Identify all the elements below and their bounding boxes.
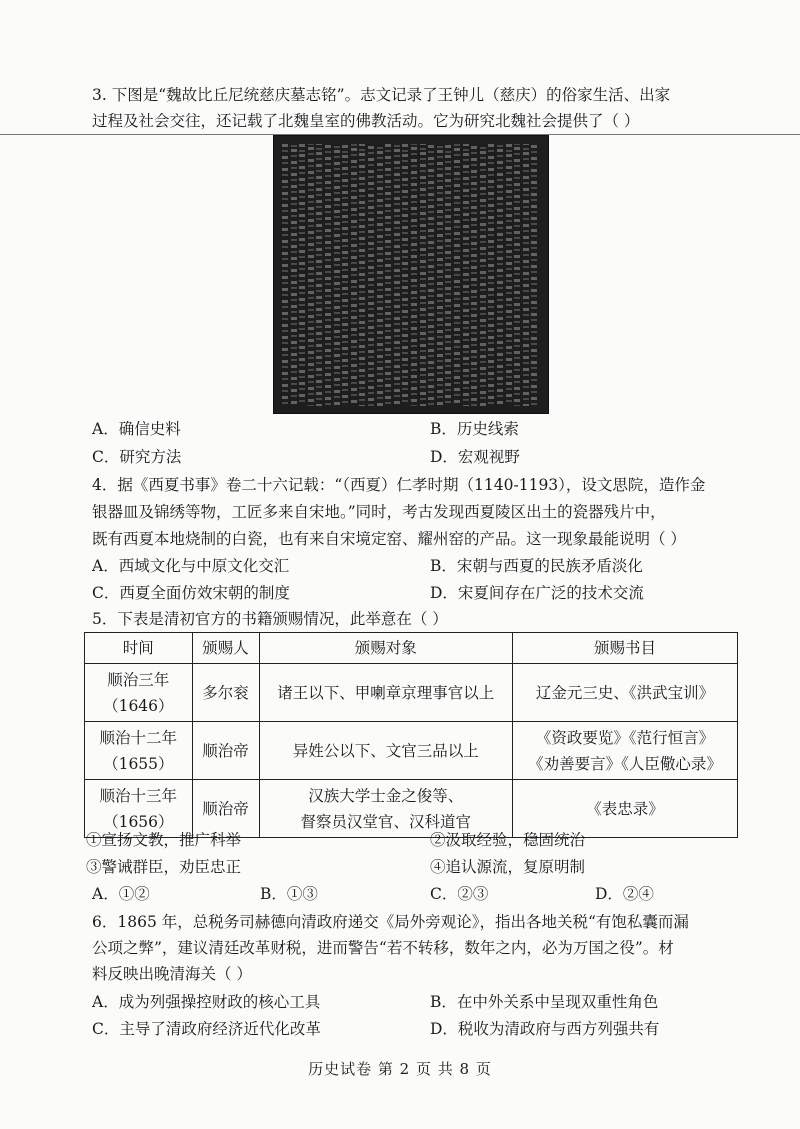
q5-statement-3: ③警诫群臣，劝臣忠正 bbox=[86, 858, 242, 876]
q5-statement-4: ④追认源流，复原明制 bbox=[430, 858, 586, 876]
rubbing-text-column bbox=[411, 144, 417, 406]
rubbing-text-column bbox=[325, 144, 331, 406]
rubbing-text-column bbox=[316, 144, 322, 406]
rubbing-text-column bbox=[308, 144, 314, 406]
book-grant-table bbox=[84, 632, 738, 838]
header-books: 颁赐书目 bbox=[513, 633, 738, 664]
header-giver: 颁赐人 bbox=[192, 633, 259, 664]
rubbing-text-column bbox=[454, 144, 460, 406]
rubbing-text-column bbox=[480, 144, 486, 406]
q6-option-a[interactable]: A．成为列强操控财政的核心工具 bbox=[92, 993, 321, 1011]
cell-ad-year: （1655） bbox=[103, 754, 174, 773]
cell-recipients-line1: 汉族大学士金之俊等、 bbox=[308, 786, 464, 805]
rubbing-text-column bbox=[342, 144, 348, 406]
q5-option-b[interactable]: B．①③ bbox=[260, 885, 318, 903]
q4-option-a[interactable]: A．西域文化与中原文化交汇 bbox=[92, 557, 290, 575]
rubbing-text-column bbox=[299, 144, 305, 406]
q4-stem-line3: 既有西夏本地烧制的白瓷，也有来自宋境定窑、耀州窑的产品。这一现象最能说明（ ） bbox=[92, 530, 686, 548]
cell-giver: 多尔衮 bbox=[192, 664, 259, 722]
rubbing-text-column bbox=[445, 144, 451, 406]
q3-option-c[interactable]: C．研究方法 bbox=[92, 448, 182, 466]
rubbing-text-column bbox=[402, 144, 408, 406]
page-footer: 历史试卷 第 2 页 共 8 页 bbox=[308, 1060, 492, 1078]
rubbing-text-column bbox=[514, 144, 520, 406]
cell-year: 顺治十二年 bbox=[99, 728, 178, 747]
cell-year: 顺治十三年 bbox=[99, 786, 178, 805]
q5-option-d[interactable]: D．②④ bbox=[595, 885, 654, 903]
q4-stem-line1: 4．据《西夏书事》卷二十六记载：“（西夏）仁孝时期（1140-1193），设文思院，造作金 bbox=[92, 476, 706, 494]
rubbing-text-column bbox=[291, 144, 297, 406]
q4-option-c[interactable]: C．西夏全面仿效宋朝的制度 bbox=[92, 584, 290, 602]
q5-statement-1: ①宣扬文教，推广科举 bbox=[86, 831, 242, 849]
rubbing-text-column bbox=[488, 144, 494, 406]
rubbing-text-column bbox=[351, 144, 357, 406]
q3-option-a[interactable]: A．确信史料 bbox=[92, 420, 181, 438]
epitaph-rubbing-image bbox=[273, 135, 549, 414]
rubbing-text-column bbox=[437, 144, 443, 406]
q4-stem-line2: 银器皿及锦绣等物，工匠多来自宋地。”同时，考古发现西夏陵区出土的瓷器残片中， bbox=[92, 503, 666, 521]
rubbing-text-column bbox=[463, 144, 469, 406]
rubbing-text-column bbox=[471, 144, 477, 406]
cell-recipients-line2: 督察员汉堂官、汉科道官 bbox=[300, 812, 472, 831]
q3-stem-line2: 过程及社会交往，还记载了北魏皇室的佛教活动。它为研究北魏社会提供了（ ） bbox=[92, 112, 640, 130]
rubbing-text-column bbox=[394, 144, 400, 406]
q5-option-a[interactable]: A．①② bbox=[92, 885, 150, 903]
q6-stem-line2: 公项之弊”，建议清廷改革财税，进而警告“若不转移，数年之内，必为万国之役”。材 bbox=[92, 939, 674, 957]
header-time: 时间 bbox=[85, 633, 193, 664]
cell-recipients: 诸王以下、甲喇章京理事官以上 bbox=[259, 664, 513, 722]
rubbing-text-column bbox=[359, 144, 365, 406]
rubbing-text-column bbox=[497, 144, 503, 406]
rubbing-text-column bbox=[377, 144, 383, 406]
rubbing-text-column bbox=[531, 144, 537, 406]
q5-statement-2: ②汲取经验，稳固统治 bbox=[430, 831, 586, 849]
cell-time bbox=[85, 664, 193, 722]
q6-stem-line3: 料反映出晚清海关（ ） bbox=[92, 965, 252, 983]
cell-books-line1: 《资政要览》《范行恒言》 bbox=[535, 728, 715, 747]
q3-option-d[interactable]: D．宏观视野 bbox=[430, 448, 520, 466]
q6-option-c[interactable]: C．主导了清政府经济近代化改革 bbox=[92, 1020, 321, 1038]
rubbing-text-column bbox=[428, 144, 434, 406]
q4-option-d[interactable]: D．宋夏间存在广泛的技术交流 bbox=[430, 584, 644, 602]
cell-year: 顺治三年 bbox=[107, 670, 170, 689]
q3-stem-line1: 3. 下图是“魏故比丘尼统慈庆墓志铭”。志文记录了王钟儿（慈庆）的俗家生活、出家 bbox=[92, 86, 671, 104]
rubbing-text-column bbox=[385, 144, 391, 406]
q6-option-d[interactable]: D．税收为清政府与西方列强共有 bbox=[430, 1020, 660, 1038]
q5-stem: 5．下表是清初官方的书籍颁赐情况，此举意在（ ） bbox=[92, 610, 448, 628]
cell-giver: 顺治帝 bbox=[192, 780, 259, 838]
rubbing-text-column bbox=[523, 144, 529, 406]
rubbing-text-column bbox=[334, 144, 340, 406]
q5-option-c[interactable]: C．②③ bbox=[430, 885, 489, 903]
rubbing-text-column bbox=[368, 144, 374, 406]
table-header-row bbox=[85, 633, 738, 664]
header-recipients: 颁赐对象 bbox=[259, 633, 513, 664]
q6-option-b[interactable]: B．在中外关系中呈现双重性角色 bbox=[430, 993, 659, 1011]
q6-stem-line1: 6．1865 年，总税务司赫德向清政府递交《局外旁观论》，指出各地关税“有饱私囊而漏 bbox=[92, 913, 689, 931]
table-row bbox=[85, 664, 738, 722]
rubbing-text-column bbox=[420, 144, 426, 406]
cell-books: 辽金元三史、《洪武宝训》 bbox=[513, 664, 738, 722]
cell-books bbox=[513, 722, 738, 780]
cell-ad-year: （1646） bbox=[103, 696, 174, 715]
table-row bbox=[85, 722, 738, 780]
q4-option-b[interactable]: B．宋朝与西夏的民族矛盾淡化 bbox=[430, 557, 643, 575]
rubbing-text-column bbox=[506, 144, 512, 406]
cell-books: 《表忠录》 bbox=[513, 780, 738, 838]
cell-recipients: 异姓公以下、文官三品以上 bbox=[259, 722, 513, 780]
cell-giver: 顺治帝 bbox=[192, 722, 259, 780]
cell-ad-year: （1656） bbox=[103, 812, 174, 831]
q3-option-b[interactable]: B．历史线索 bbox=[430, 420, 519, 438]
cell-time bbox=[85, 722, 193, 780]
rubbing-text-column bbox=[282, 144, 288, 406]
cell-books-line2: 《劝善要言》《人臣儆心录》 bbox=[528, 754, 722, 773]
